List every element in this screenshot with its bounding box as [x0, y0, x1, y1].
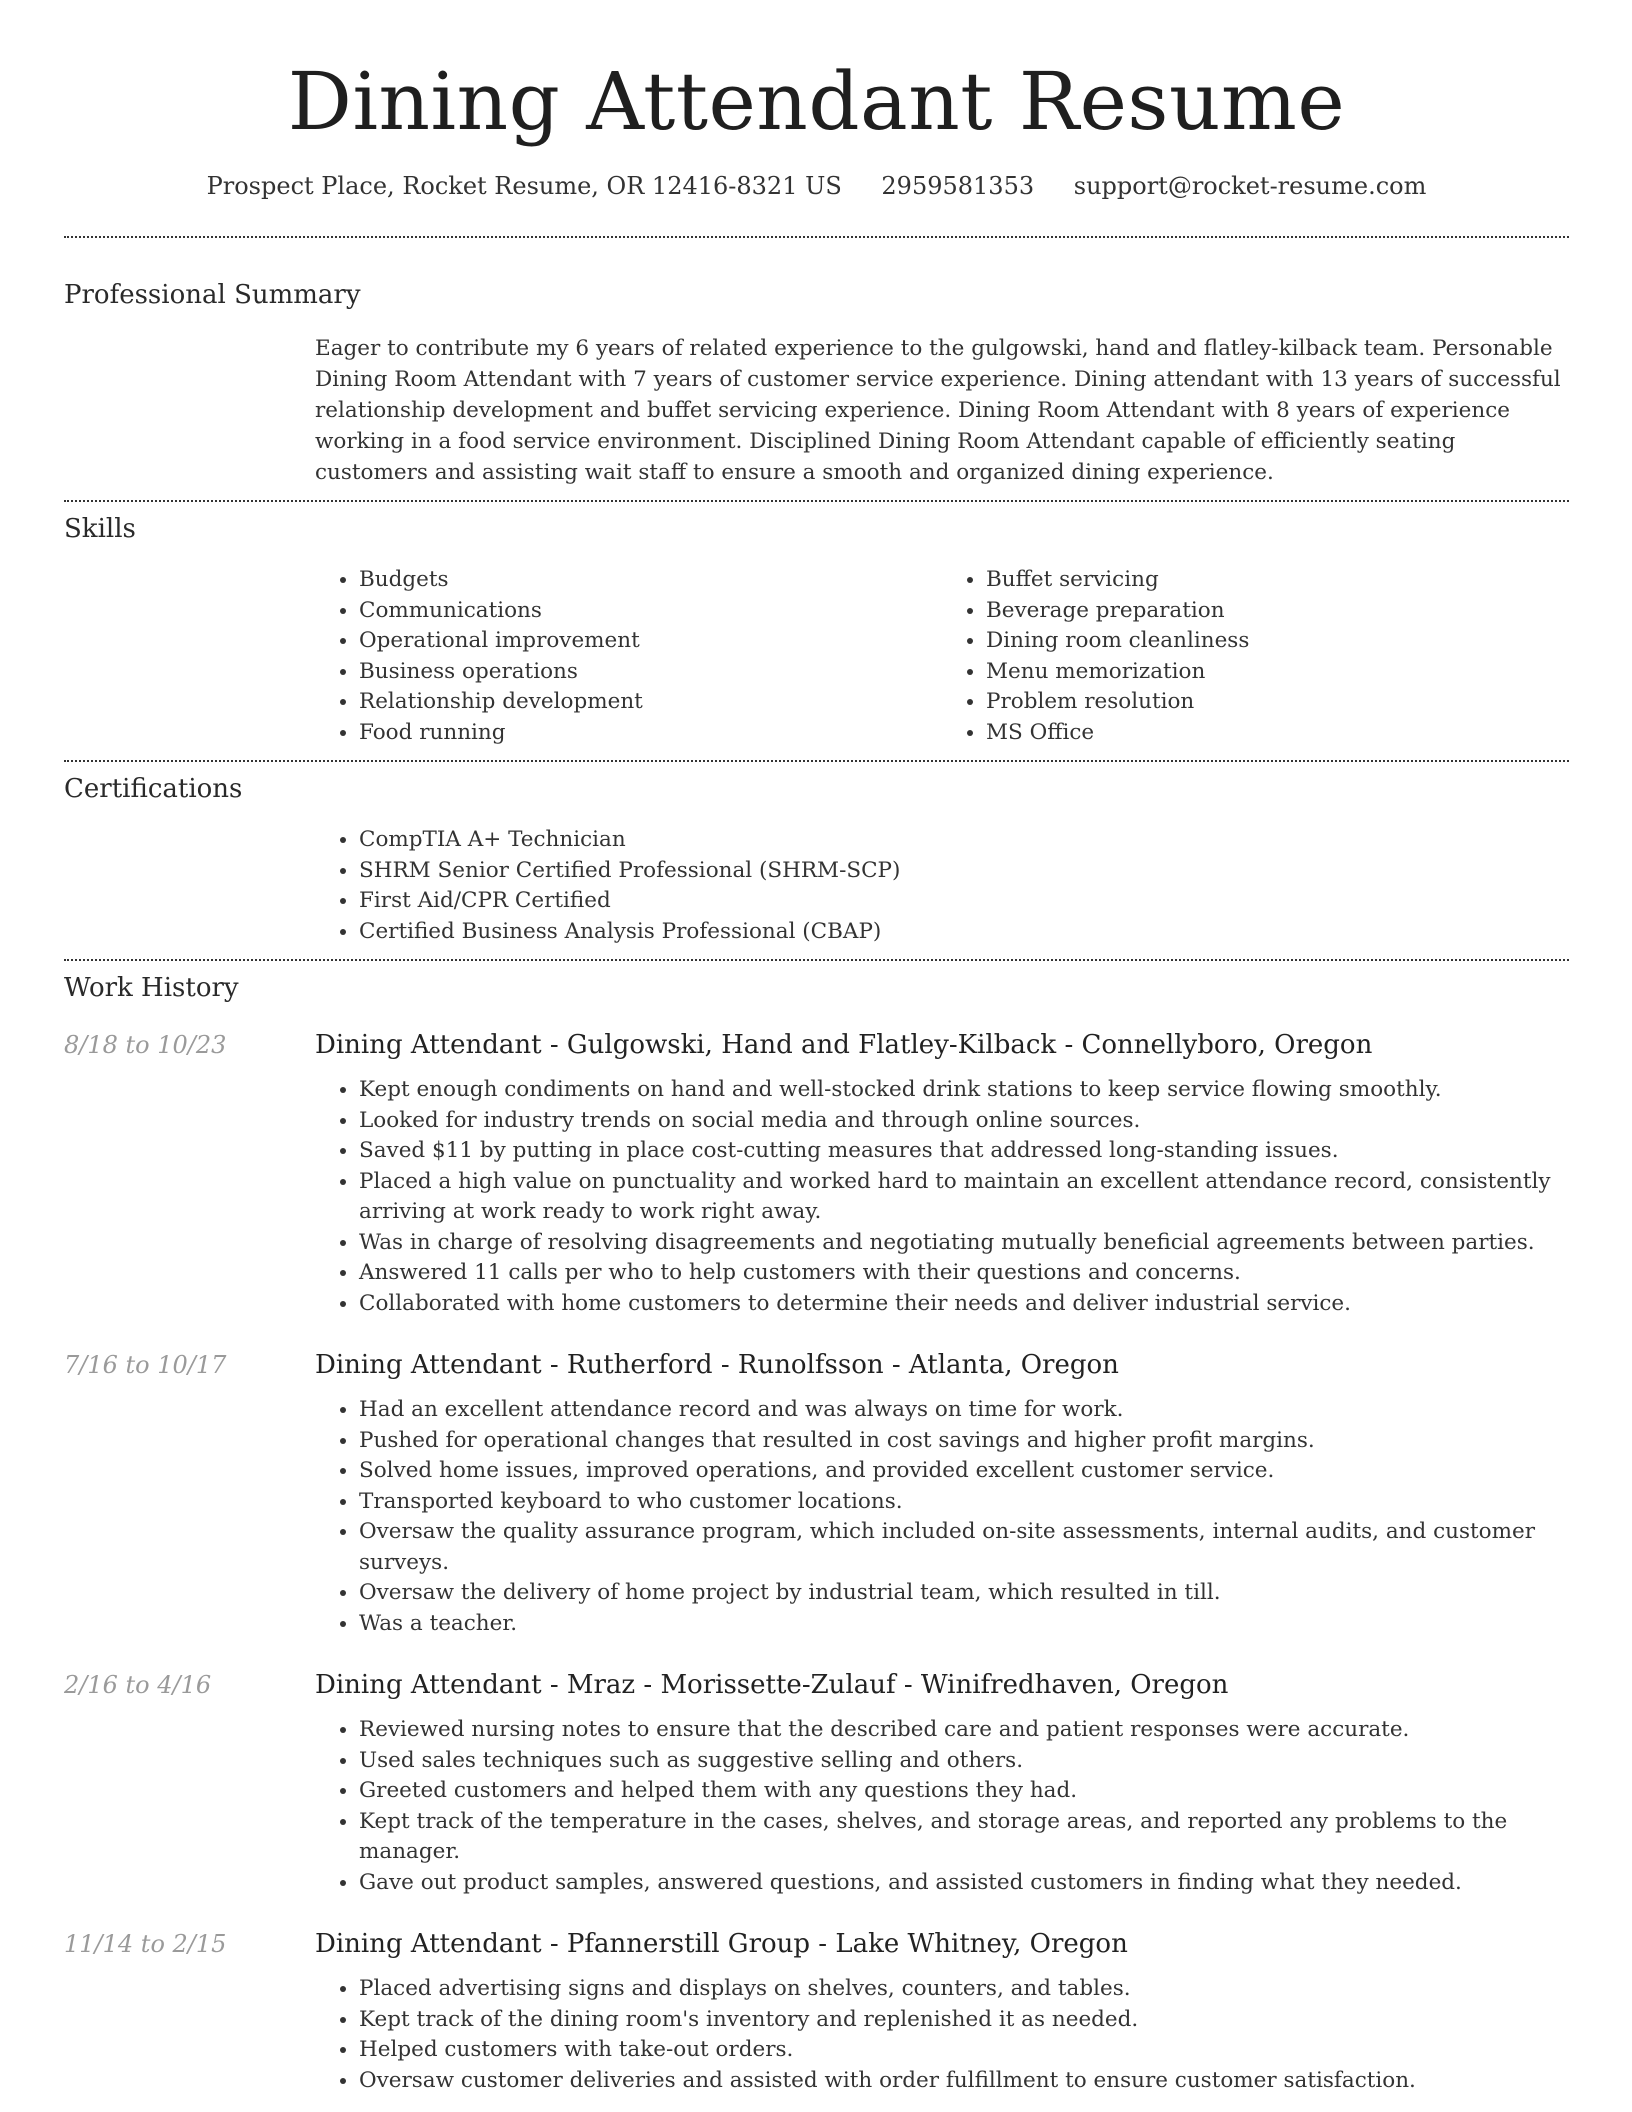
list-item: • Was in charge of resolving disagreements and negotiating mutually beneficial agreements between parties. — [359, 1228, 1569, 1259]
list-item: • Business operations — [359, 657, 942, 688]
list-item: • Kept track of the temperature in the cases, shelves, and storage areas, and reported any problems to the manager. — [359, 1807, 1569, 1868]
list-item: • Helped customers with take-out orders. — [359, 2035, 1569, 2066]
job-dates: 8/18 to 10/23 — [64, 1031, 227, 1059]
divider — [64, 760, 1569, 762]
job-bullets — [315, 1395, 1569, 1639]
job-entry — [64, 1029, 1569, 1319]
list-item: • Kept track of the dining room's inventory and replenished it as needed. — [359, 2005, 1569, 2036]
work-heading: Work History — [64, 973, 239, 1003]
list-item: • Placed a high value on punctuality and worked hard to maintain an excellent attendance record, consistently arriving at work ready to work right away. — [359, 1167, 1569, 1228]
resume-title: Dining Attendant Resume — [287, 55, 1346, 148]
list-item: • MS Office — [986, 718, 1569, 749]
list-item: • Problem resolution — [986, 687, 1569, 718]
divider — [64, 959, 1569, 961]
list-item: • Saved $11 by putting in place cost-cutting measures that addressed long-standing issues. — [359, 1136, 1569, 1167]
list-item: • Menu memorization — [986, 657, 1569, 688]
divider — [64, 500, 1569, 502]
resume-page — [64, 0, 1569, 2096]
list-item: • Placed advertising signs and displays on shelves, counters, and tables. — [359, 1974, 1569, 2005]
list-item: • Pushed for operational changes that resulted in cost savings and higher profit margins. — [359, 1426, 1569, 1457]
list-item: • Used sales techniques such as suggestive selling and others. — [359, 1746, 1569, 1777]
divider — [64, 236, 1569, 238]
skills-list-left — [315, 565, 942, 748]
list-item: • Food running — [359, 718, 942, 749]
list-item: • Was a teacher. — [359, 1609, 1569, 1640]
job-title: Dining Attendant - Rutherford - Runolfsson - Atlanta, Oregon — [315, 1350, 1119, 1380]
list-item: • Operational improvement — [359, 626, 942, 657]
summary-heading: Professional Summary — [64, 280, 361, 310]
contact-email: support@rocket-resume.com — [1073, 172, 1427, 200]
list-item: • SHRM Senior Certified Professional (SHRM-SCP) — [359, 856, 1569, 887]
job-dates: 2/16 to 4/16 — [64, 1671, 212, 1699]
contact-phone: 2959581353 — [881, 172, 1035, 200]
list-item: • Budgets — [359, 565, 942, 596]
list-item: • Certified Business Analysis Professional (CBAP) — [359, 917, 1569, 948]
list-item: • Oversaw the delivery of home project by industrial team, which resulted in till. — [359, 1578, 1569, 1609]
list-item: • Kept enough condiments on hand and well-stocked drink stations to keep service flowing smoothly. — [359, 1075, 1569, 1106]
list-item: • Had an excellent attendance record and was always on time for work. — [359, 1395, 1569, 1426]
work-section — [64, 971, 1569, 2096]
list-item: • Buffet servicing — [986, 565, 1569, 596]
job-title: Dining Attendant - Gulgowski, Hand and Flatley-Kilback - Connellyboro, Oregon — [315, 1030, 1373, 1060]
list-item: • Solved home issues, improved operations, and provided excellent customer service. — [359, 1456, 1569, 1487]
job-entry — [64, 1349, 1569, 1639]
summary-section — [64, 278, 1569, 488]
skills-list-right — [942, 565, 1569, 748]
list-item: • Greeted customers and helped them with any questions they had. — [359, 1776, 1569, 1807]
certifications-section — [64, 772, 1569, 947]
list-item: • Beverage preparation — [986, 596, 1569, 627]
list-item: • Oversaw the quality assurance program, which included on-site assessments, internal audits, and customer surveys. — [359, 1517, 1569, 1578]
list-item: • Answered 11 calls per who to help customers with their questions and concerns. — [359, 1258, 1569, 1289]
list-item: • First Aid/CPR Certified — [359, 886, 1569, 917]
list-item: • Transported keyboard to who customer locations. — [359, 1487, 1569, 1518]
job-dates: 11/14 to 2/15 — [64, 1930, 227, 1958]
list-item: • Relationship development — [359, 687, 942, 718]
list-item: • Reviewed nursing notes to ensure that the described care and patient responses were accurate. — [359, 1715, 1569, 1746]
job-entry — [64, 1928, 1569, 2096]
certifications-heading: Certifications — [64, 774, 243, 804]
job-title: Dining Attendant - Pfannerstill Group - Lake Whitney, Oregon — [315, 1929, 1128, 1959]
job-bullets — [315, 1715, 1569, 1898]
list-item: • Communications — [359, 596, 942, 627]
list-item: • Oversaw customer deliveries and assisted with order fulfillment to ensure customer satisfaction. — [359, 2066, 1569, 2097]
job-entry — [64, 1669, 1569, 1898]
job-bullets — [315, 1974, 1569, 2096]
skills-columns — [315, 565, 1569, 748]
list-item: • Looked for industry trends on social media and through online sources. — [359, 1106, 1569, 1137]
job-title: Dining Attendant - Mraz - Morissette-Zulauf - Winifredhaven, Oregon — [315, 1670, 1229, 1700]
skills-section — [64, 512, 1569, 748]
contact-address: Prospect Place, Rocket Resume, OR 12416-8321 US — [206, 172, 842, 200]
list-item: • Dining room cleanliness — [986, 626, 1569, 657]
list-item: • Gave out product samples, answered questions, and assisted customers in finding what they needed. — [359, 1868, 1569, 1899]
summary-text: Eager to contribute my 6 years of related experience to the gulgowski, hand and flatley-kilback team. Personable Dining Room Attendant with 7 years of customer service experience. Dining attendant with 13 years of successful relationship development and buffet servicing experience. Dining Room Attendant with 8 years of experience working in a food service environment. Disciplined Dining Room Attendant capable of efficiently seating customers and assisting wait staff to ensure a smooth and organized dining experience. — [315, 336, 1561, 485]
list-item: • CompTIA A+ Technician — [359, 825, 1569, 856]
job-bullets — [315, 1075, 1569, 1319]
list-item: • Collaborated with home customers to determine their needs and deliver industrial service. — [359, 1289, 1569, 1320]
certifications-list — [315, 825, 1569, 947]
contact-line — [64, 170, 1569, 202]
job-dates: 7/16 to 10/17 — [64, 1351, 227, 1379]
skills-heading: Skills — [64, 514, 136, 544]
